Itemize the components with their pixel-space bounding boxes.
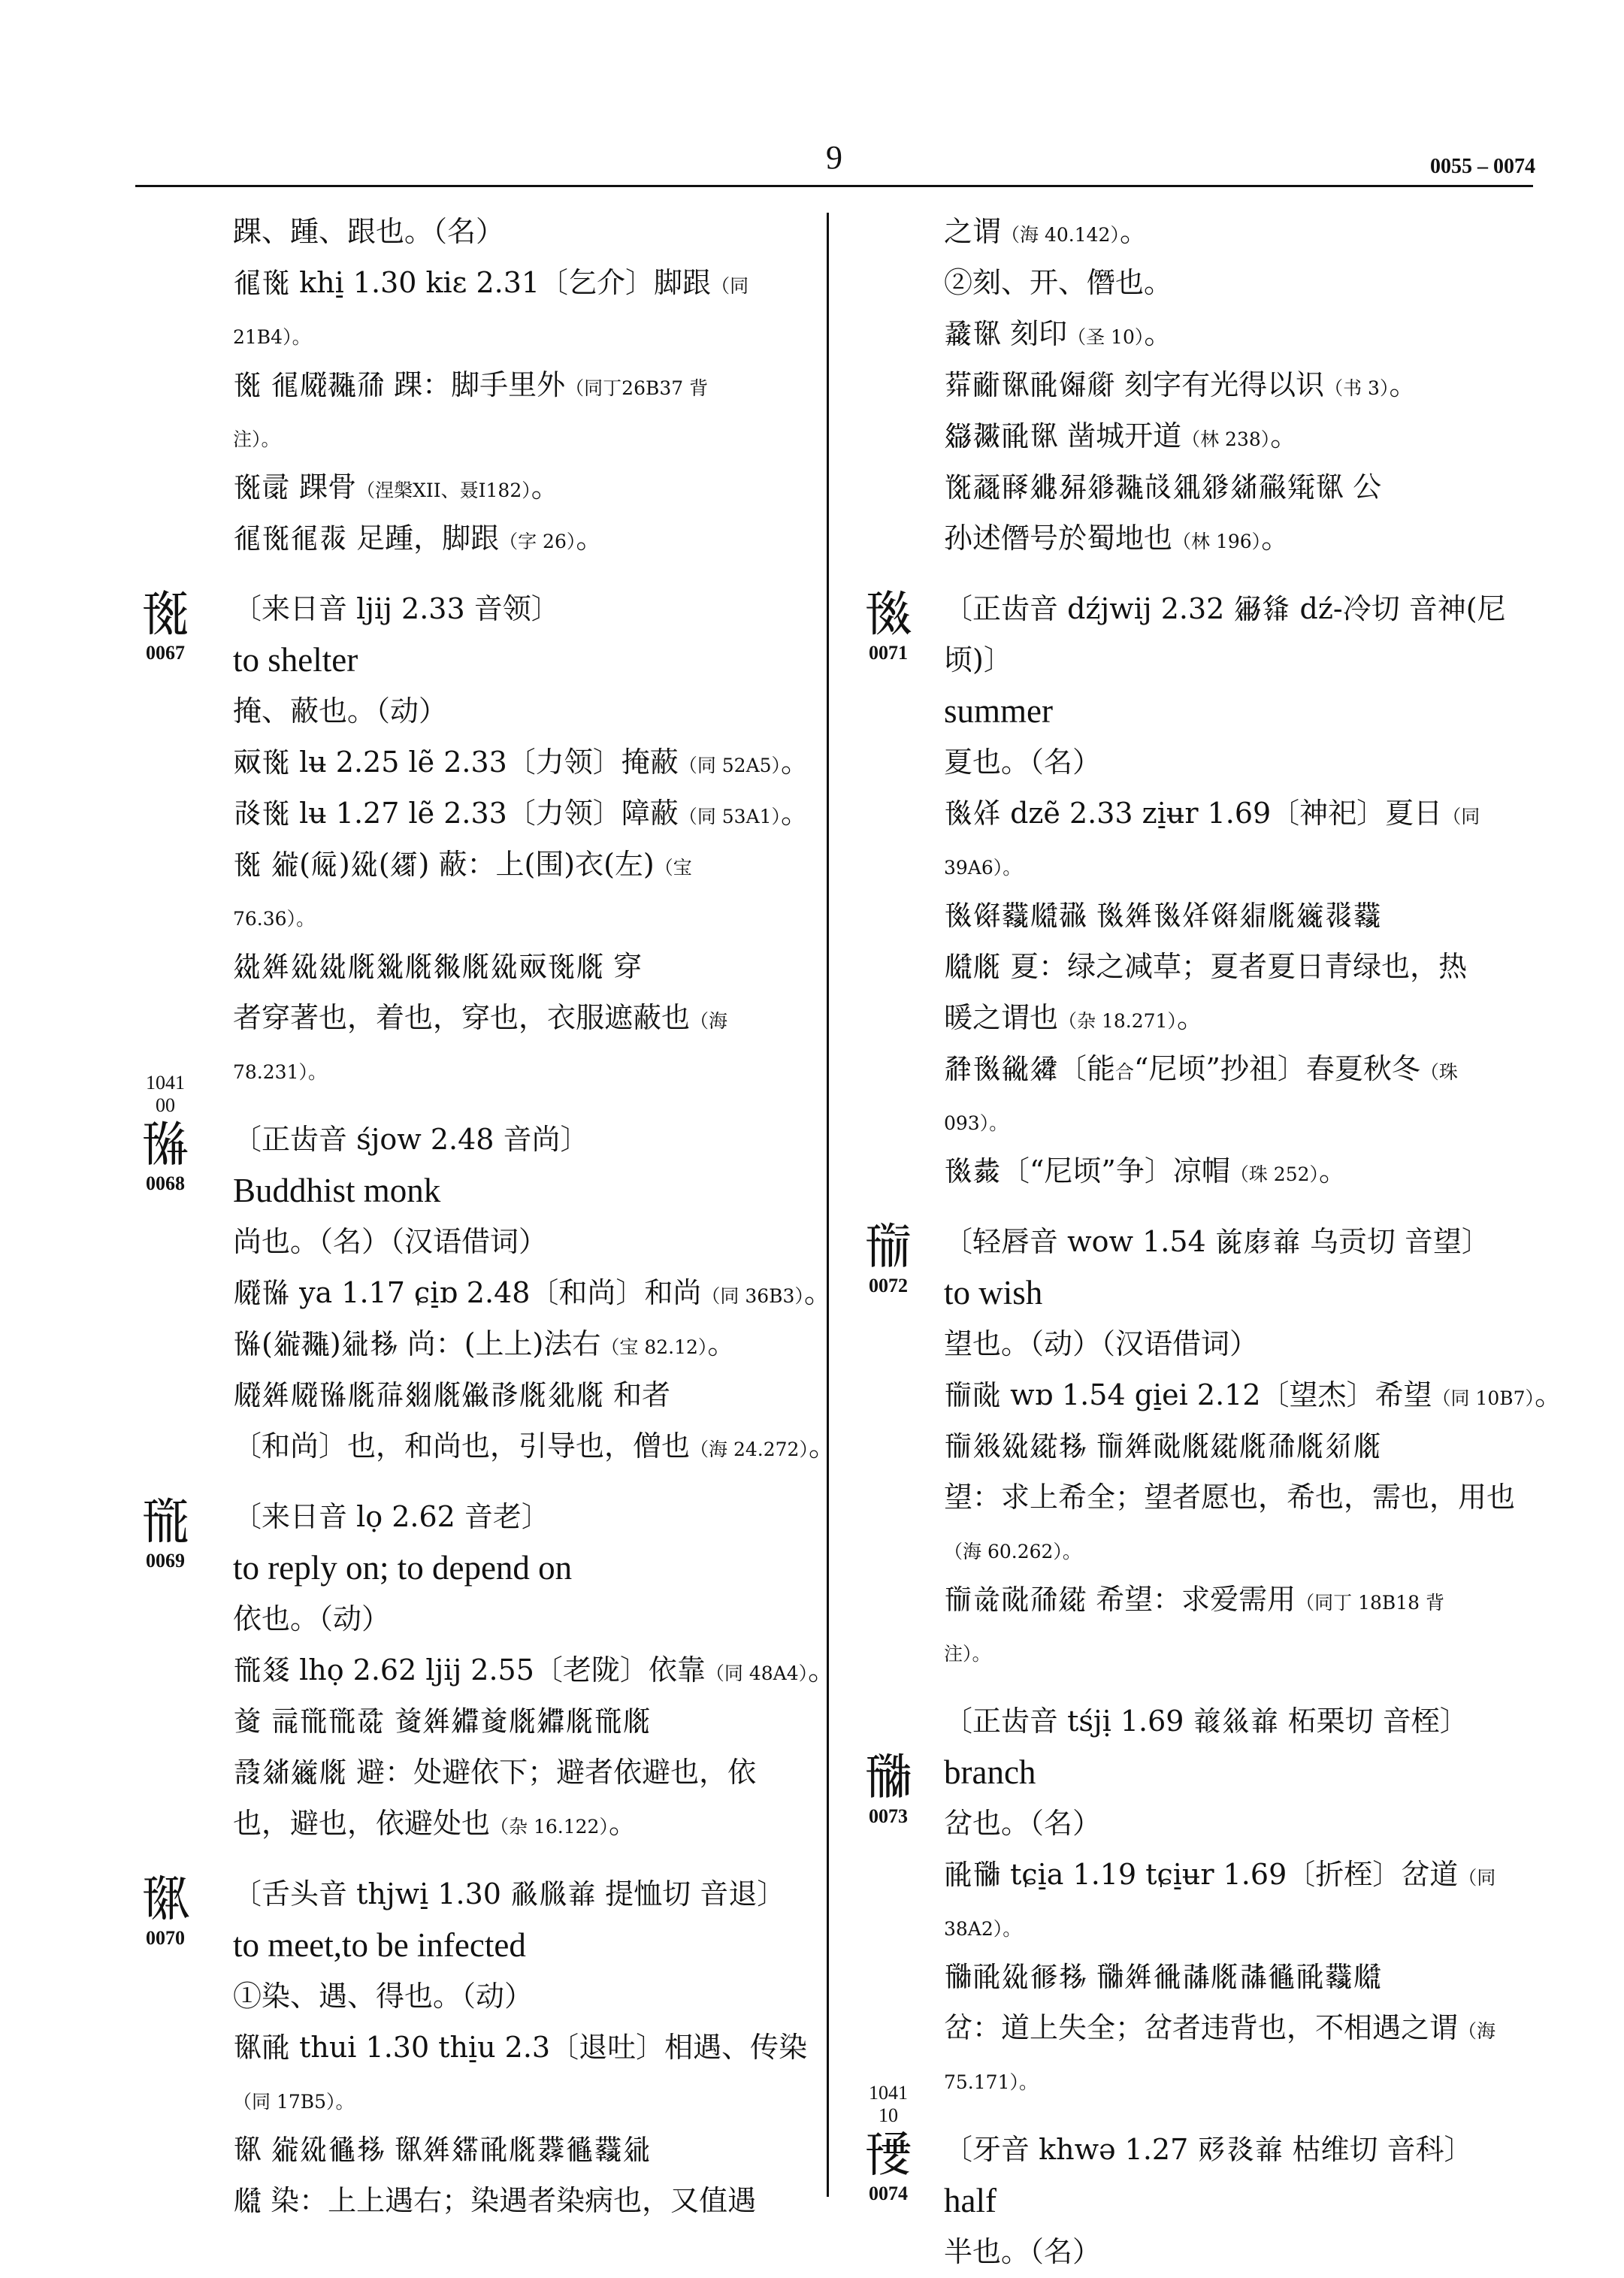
definition-text: 𗢛𗍊 khi̠ 1.30 kiɛ 2.31〔乞介〕脚跟 xyxy=(233,266,712,299)
definition-text: 。 xyxy=(1119,215,1148,248)
definition-text: 𗍎𗍷 thui 1.30 thi̠u 2.3〔退吐〕相遇、传染 xyxy=(233,2031,808,2064)
definition-text: 。 xyxy=(781,746,810,779)
citation-text: （同 xyxy=(1458,1867,1496,1889)
definition-text: 𗆧𗍉 ya 1.17 ɕi̠ɒ 2.48〔和尚〕和尚 xyxy=(233,1276,702,1309)
entry-margin-label xyxy=(135,1494,195,1572)
entry-line xyxy=(944,1900,1545,1951)
citation-text: （同 17B5）。 xyxy=(233,2091,355,2113)
entry-line xyxy=(944,2124,1545,2175)
definition-text: 𗍎 𗨁𗤇𗢥𗈪 𗍎𗤶𗿒𗍷𗅋𗷔𗢥𗷖𗣼 xyxy=(233,2133,652,2166)
citation-text: （海 40.142） xyxy=(1001,224,1120,246)
entry-line xyxy=(233,206,819,257)
entry-line xyxy=(944,1696,1545,1747)
entry-line xyxy=(233,2073,819,2124)
definition-text: 尚也。（名）（汉语借词） xyxy=(233,1225,548,1258)
entry-line xyxy=(944,1625,1545,1676)
definition-text: ②刻、开、僭也。 xyxy=(944,266,1173,299)
entry-line xyxy=(233,308,819,359)
entry-line xyxy=(233,992,819,1043)
headword-glyph: 𗍊 xyxy=(141,585,190,643)
english-gloss: to wish xyxy=(944,1274,1043,1311)
entry-line xyxy=(944,1798,1545,1849)
entry-margin-label xyxy=(135,1072,195,1195)
definition-text: 〔和尚〕也，和尚也，引导也，僧也 xyxy=(233,1429,691,1463)
entry-range-label: 0055 – 0074 xyxy=(1430,155,1535,178)
entry-line xyxy=(944,1747,1545,1798)
entry-line xyxy=(944,1574,1545,1625)
citation-text: （海 24.272） xyxy=(690,1438,809,1460)
entry-line xyxy=(944,992,1545,1043)
definition-text: 顷)〕 xyxy=(944,643,1012,676)
right-column xyxy=(944,206,1564,2277)
definition-text: 望：求上希全；望者愿也，希也，需也，用也 xyxy=(944,1481,1516,1514)
definition-text: 𗿕𗗂𗍷𗍎 凿城开道 xyxy=(944,419,1182,452)
definition-text: 𗱸𗣫𗫂𗅋 避：处避依下；避者依避也，依 xyxy=(233,1756,757,1789)
entry-number: 0067 xyxy=(146,642,185,664)
definition-text: 𗍐𗍺 wɒ 1.54 gi̠ei 2.12〔望杰〕希望 xyxy=(944,1378,1432,1411)
headword-glyph: 𗍉 xyxy=(141,1115,190,1173)
definition-text: 〔来日音 lọ 2.62 音老〕 xyxy=(233,1500,550,1533)
definition-text: 𗆧𗤶𗆧𗍉𗅋𗗚𗾞𗅋𗏹𗰔𗅋𗢭𗅋 和者 xyxy=(233,1378,671,1411)
citation-text: （同丁 18B18 背 xyxy=(1296,1592,1444,1614)
entry-line xyxy=(233,1868,819,1920)
entry-line xyxy=(944,1472,1545,1523)
entry-number: 0072 xyxy=(869,1275,908,1296)
entry-line xyxy=(944,2053,1545,2104)
entry-line xyxy=(233,1491,819,1542)
character-code: 1041 00 xyxy=(146,1072,185,1116)
citation-text: 21B4）。 xyxy=(233,326,311,348)
english-gloss: branch xyxy=(944,1753,1036,1791)
citation-text: （涅槃XII、聂Ⅰ182） xyxy=(356,479,531,501)
entry-line xyxy=(233,737,819,788)
entry-line xyxy=(233,941,819,992)
entry-number: 0073 xyxy=(869,1805,908,1827)
citation-text: （海 60.262）。 xyxy=(944,1541,1081,1563)
definition-text: 〔轻唇音 wow 1.54 𗐯𗐝𗒐 乌贡切 音望〕 xyxy=(944,1225,1490,1258)
definition-text: 𗍐𗤼𗤇𗩱𗈪 𗍐𗤶𗍺𗅋𗩱𗅋𗗙𗅋𗢯𗅋 xyxy=(944,1429,1382,1463)
entry-line xyxy=(944,1849,1545,1900)
citation-text: 093）。 xyxy=(944,1112,1009,1134)
citation-text: 39A6）。 xyxy=(944,857,1022,879)
entry-line xyxy=(944,788,1545,839)
definition-text: 掩、蔽也。（动） xyxy=(233,694,448,728)
entry-line xyxy=(233,1369,819,1420)
definition-text: 𗆮 染：上上遇右；染遇者染病也，又值遇 xyxy=(233,2184,757,2217)
definition-text: 𗍐𗯨𗍺𗗙𗩱 希望：求爱需用 xyxy=(944,1583,1296,1616)
entry-line xyxy=(233,410,819,461)
definition-text: 𗍉(𗨁𗖵)𗣼𗈪 尚：(上上)法右 xyxy=(233,1327,601,1360)
entry-number: 0074 xyxy=(869,2183,908,2204)
entry-line xyxy=(233,1318,819,1369)
definition-text: 。 xyxy=(1270,419,1299,452)
definition-text: 〔正齿音 śjow 2.48 音尚〕 xyxy=(233,1123,589,1156)
entry-line xyxy=(233,2124,819,2175)
entry-line xyxy=(944,839,1545,890)
citation-text: （同 52A5） xyxy=(678,755,782,776)
definition-text: 𗠉𗍊 lʉ 2.25 lẽ 2.33〔力领〕掩蔽 xyxy=(233,746,679,779)
citation-text: （圣 10） xyxy=(1067,326,1145,348)
citation-text: （同 10B7） xyxy=(1432,1387,1535,1409)
definition-text: 𗒹 𗄈𗍋𗍋𗱕 𗒹𗤶𗫘𗒹𗅋𗫘𗅋𗍋𗅋 xyxy=(233,1705,652,1738)
citation-text: （杂 16.122） xyxy=(490,1816,609,1838)
citation-text: （宝 xyxy=(654,857,692,879)
citation-text: （同丁26B37 背 xyxy=(565,377,709,399)
entry-line xyxy=(944,461,1545,513)
definition-text: 。 xyxy=(531,470,560,504)
entry-line xyxy=(233,788,819,839)
definition-text: 𗍏𗳀〔“尼顷”争〕凉帽 xyxy=(944,1154,1230,1187)
entry-line xyxy=(233,461,819,513)
page-number: 9 xyxy=(826,139,842,176)
definition-text: 。 xyxy=(707,1327,736,1360)
entry-line xyxy=(944,1318,1545,1369)
entry-line xyxy=(233,1747,819,1798)
entry-line xyxy=(233,1920,819,1971)
definition-text: 𗍊𗕑 踝骨 xyxy=(233,470,357,504)
definition-text: 𗍋𗾭 lhọ 2.62 ljij 2.55〔老陇〕依靠 xyxy=(233,1653,706,1687)
definition-text: 。 xyxy=(1535,1378,1564,1411)
definition-text: 〔牙音 khwə 1.27 𗠃𗖅𗒐 枯维切 音科〕 xyxy=(944,2133,1473,2166)
citation-text: 78.231）。 xyxy=(233,1061,327,1083)
entry-line xyxy=(944,737,1545,788)
entry-line xyxy=(233,1043,819,1094)
definition-text: 依也。（动） xyxy=(233,1602,391,1635)
entry-line xyxy=(944,1267,1545,1318)
english-gloss: half xyxy=(944,2182,996,2219)
entry-number: 0069 xyxy=(146,1550,185,1572)
entry-line xyxy=(233,359,819,410)
entry-line xyxy=(944,1094,1545,1145)
entry-line xyxy=(233,257,819,308)
entry-line xyxy=(944,2175,1545,2226)
entry-line xyxy=(944,257,1545,308)
definition-text: 。 xyxy=(808,1429,837,1463)
definition-text: 。 xyxy=(1389,368,1418,401)
definition-text: 𗍑𗍷𗤇𗢓𗈪 𗍑𗤶𗢜𗰜𗅋𗰜𗢥𗍷𗷖𗆮 xyxy=(944,1960,1382,1993)
definition-text: 也，避也，依避处也 xyxy=(233,1807,491,1840)
entry-line xyxy=(944,1420,1545,1472)
entry-line xyxy=(233,839,819,890)
entry-margin-label xyxy=(858,586,918,664)
entry-line xyxy=(233,2022,819,2073)
definition-text: 之谓 xyxy=(944,215,1002,248)
definition-text: 。 xyxy=(808,1653,837,1687)
definition-text: 。 xyxy=(576,522,605,555)
entry-line xyxy=(944,2226,1545,2277)
citation-text: （海 xyxy=(690,1010,728,1032)
entry-line xyxy=(944,1951,1545,2002)
definition-text: 暖之谓也 xyxy=(944,1001,1059,1034)
citation-text: （同 36B3） xyxy=(701,1285,804,1307)
definition-text: 踝、踵、跟也。（名） xyxy=(233,215,505,248)
definition-text: “尼顷”抄祖〕春夏秋冬 xyxy=(1134,1052,1420,1085)
entry-line xyxy=(944,583,1545,634)
entry-line xyxy=(944,1043,1545,1094)
entry-line xyxy=(944,513,1545,564)
entry-line xyxy=(944,1145,1545,1196)
entry-line xyxy=(233,1165,819,1216)
definition-text: 𗭴𗹙𗶚𗥓𗉘𗤁𗖵𗭊𗤀𗤁𗣫𗗟𗋕𗍎 公 xyxy=(944,470,1382,504)
citation-text: （同 xyxy=(1442,806,1480,827)
definition-text: 〔来日音 ljij 2.33 音领〕 xyxy=(233,592,560,625)
column-divider xyxy=(827,213,829,2197)
definition-text: 𗍏𗏌 dzẽ 2.33 zi̠ʉr 1.69〔神祀〕夏日 xyxy=(944,797,1443,830)
header-rule xyxy=(135,185,1533,187)
entry-margin-label xyxy=(858,2082,918,2205)
entry-number: 0071 xyxy=(869,642,908,664)
english-gloss: to meet,to be infected xyxy=(233,1926,526,1964)
left-column xyxy=(233,206,837,2226)
entry-margin-label xyxy=(858,1219,918,1297)
definition-text: 。 xyxy=(1176,1001,1205,1034)
entry-line xyxy=(233,583,819,634)
citation-text: （书 3） xyxy=(1324,377,1390,399)
definition-text: 𗢛𗍊𗢛𗖎 足踵，脚跟 xyxy=(233,522,500,555)
entry-line xyxy=(233,1114,819,1165)
citation-text: （海 xyxy=(1458,2020,1496,2042)
entry-line xyxy=(233,1798,819,1849)
definition-text: 者穿著也，着也，穿也，衣服遮蔽也 xyxy=(233,1001,691,1034)
english-gloss: to reply on; to depend on xyxy=(233,1549,573,1587)
citation-text: 注）。 xyxy=(233,428,280,450)
definition-text: 望也。（动）（汉语借词） xyxy=(944,1327,1259,1360)
headword-glyph: 𗍒 xyxy=(863,2125,913,2183)
entry-margin-label xyxy=(135,1871,195,1950)
headword-glyph: 𗍐 xyxy=(863,1218,913,1275)
english-gloss: to shelter xyxy=(233,641,358,679)
citation-text: （同 xyxy=(711,275,749,297)
entry-line xyxy=(944,206,1545,257)
definition-text: 𗆮𗅋 夏：绿之减草；夏者夏日青绿也，热 xyxy=(944,950,1468,983)
entry-line xyxy=(233,1696,819,1747)
citation-text: 注）。 xyxy=(944,1643,991,1665)
definition-text: 𗲫𗍎 刻印 xyxy=(944,317,1068,350)
definition-text: 。 xyxy=(1144,317,1173,350)
entry-line xyxy=(233,1971,819,2022)
entry-number: 0068 xyxy=(146,1172,185,1194)
entry-line xyxy=(233,1542,819,1593)
entry-line xyxy=(233,1644,837,1696)
definition-text: 半也。（名） xyxy=(944,2235,1102,2268)
entry-line xyxy=(944,890,1545,941)
citation-text: （宝 82.12） xyxy=(600,1336,708,1358)
english-gloss: Buddhist monk xyxy=(233,1172,441,1209)
entry-line xyxy=(233,685,819,737)
definition-text: 𗍏𗃬𗷖𗆮𗖻 𗍏𗤶𗍏𗏌𗃬𗤋𗅋𗫂𗖞𗷖 xyxy=(944,899,1382,932)
entry-line xyxy=(944,685,1545,737)
definition-text: 。 xyxy=(1261,522,1290,555)
entry-line xyxy=(944,634,1545,685)
definition-text: 。 xyxy=(803,1276,833,1309)
definition-text: 𗰗𗍊 lʉ 1.27 lẽ 2.33〔力领〕障蔽 xyxy=(233,797,679,830)
definition-text: 𗚟𗠁𗍎𗍷𗃶𗏆 刻字有光得以识 xyxy=(944,368,1325,401)
definition-text: 〔舌头音 thjwi̠ 1.30 𗳆𗅢𗒐 提恤切 音退〕 xyxy=(233,1877,786,1910)
citation-text: 76.36）。 xyxy=(233,908,316,930)
definition-text: 岔：道上失全；岔者违背也，不相遇之谓 xyxy=(944,2011,1459,2044)
citation-text: （珠 xyxy=(1420,1061,1458,1083)
definition-text: 𗍊 𗢛𗆧𗖵𗗙 踝：脚手里外 xyxy=(233,368,566,401)
definition-text: 𗴂𗍏𗻛𗫒〔能 xyxy=(944,1052,1116,1085)
entry-line xyxy=(233,513,819,564)
headword-glyph: 𗍎 xyxy=(141,1870,190,1928)
english-gloss: summer xyxy=(944,692,1053,730)
definition-text: 𗍊 𗨁(𗏁)𗤇(𗨻) 蔽：上(围)衣(左) xyxy=(233,848,655,881)
citation-text: 合 xyxy=(1115,1061,1135,1083)
definition-text: 〔正齿音 tśjị 1.69 𗓆𗤦𗒐 柘栗切 音桎〕 xyxy=(944,1705,1468,1738)
definition-text: 岔也。（名） xyxy=(944,1807,1102,1840)
headword-glyph: 𗍏 xyxy=(863,585,913,643)
citation-text: （林 196） xyxy=(1172,531,1262,552)
citation-text: （同 53A1） xyxy=(678,806,782,827)
citation-text: 75.171）。 xyxy=(944,2071,1038,2093)
entry-line xyxy=(233,1267,833,1318)
entry-line xyxy=(944,2002,1545,2053)
citation-text: （字 26） xyxy=(499,531,576,552)
entry-line xyxy=(944,308,1545,359)
entry-line xyxy=(233,890,819,941)
definition-text: 𗍷𗍑 tɕi̠a 1.19 tɕi̠ʉr 1.69〔折桎〕岔道 xyxy=(944,1858,1459,1891)
entry-line xyxy=(233,2175,819,2226)
entry-line xyxy=(233,1593,819,1644)
entry-margin-label xyxy=(135,586,195,664)
entry-line xyxy=(944,359,1545,410)
definition-text: 夏也。（名） xyxy=(944,746,1102,779)
citation-text: 38A2）。 xyxy=(944,1918,1022,1940)
citation-text: （同 48A4） xyxy=(705,1662,809,1684)
citation-text: （林 238） xyxy=(1181,428,1271,450)
entry-line xyxy=(944,410,1545,461)
citation-text: （珠 252） xyxy=(1229,1163,1320,1185)
definition-text: 。 xyxy=(608,1807,637,1840)
entry-line xyxy=(233,1420,837,1472)
character-code: 1041 10 xyxy=(869,2082,908,2126)
citation-text: （杂 18.271） xyxy=(1058,1010,1177,1032)
definition-text: ①染、遇、得也。（动） xyxy=(233,1980,534,2013)
headword-glyph: 𗍋 xyxy=(141,1493,190,1550)
definition-text: 。 xyxy=(781,797,810,830)
definition-text: 孙述僭号於蜀地也 xyxy=(944,522,1173,555)
definition-text: 。 xyxy=(1319,1154,1348,1187)
entry-margin-label xyxy=(858,1750,918,1828)
entry-line xyxy=(944,1523,1545,1574)
entry-line xyxy=(944,941,1545,992)
entry-line xyxy=(944,1369,1564,1420)
entry-line xyxy=(944,1216,1545,1267)
headword-glyph: 𗍑 xyxy=(863,1748,913,1806)
definition-text: 〔正齿音 dźjwij 2.32 𗥈𗌭 dź-冷切 音神(尼 xyxy=(944,592,1506,625)
entry-line xyxy=(233,634,819,685)
entry-line xyxy=(233,1216,819,1267)
definition-text: 𗥞𗤶𗤇𗥞𗅋𗿇𗅋𗬫𗅋𗤇𗠉𗍊𗅋 穿 xyxy=(233,950,643,983)
entry-number: 0070 xyxy=(146,1927,185,1949)
